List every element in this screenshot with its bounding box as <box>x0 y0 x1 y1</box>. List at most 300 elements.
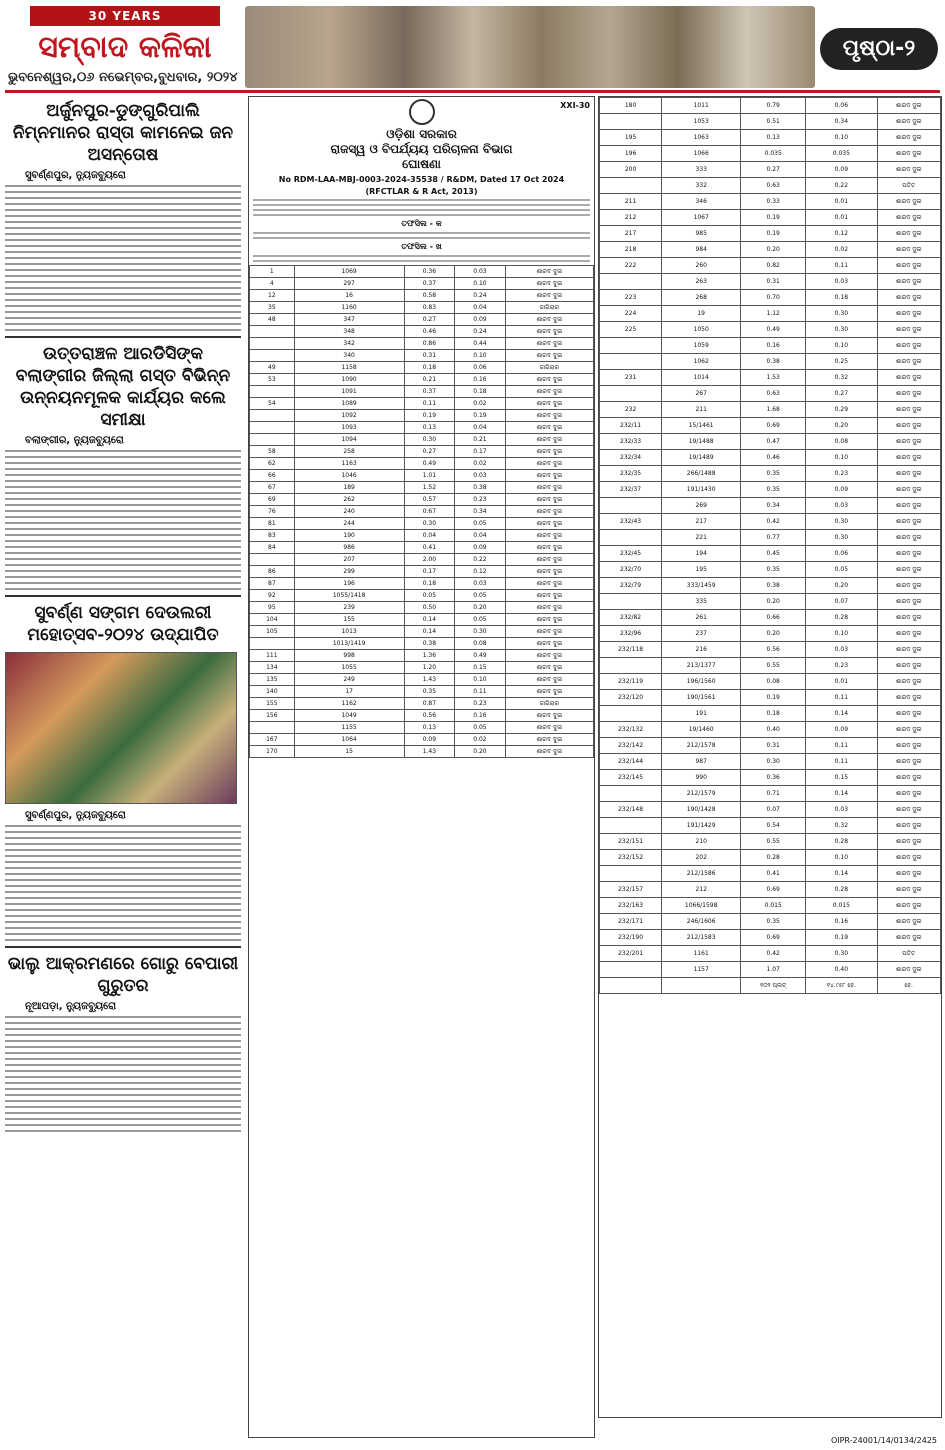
table-cell: 986 <box>294 542 404 554</box>
table-cell: 232/45 <box>600 546 662 562</box>
table-cell <box>600 866 662 882</box>
table-row <box>250 542 594 554</box>
table-cell: 212/1579 <box>662 786 741 802</box>
table-cell: 1014 <box>662 370 741 386</box>
story3-body <box>5 825 241 941</box>
table-row <box>250 590 594 602</box>
text-line <box>253 204 590 206</box>
table-cell: ଶାରଦ ଦୁଇ <box>505 638 593 650</box>
table-cell: ଶାରଦ ଦୁଇ <box>505 710 593 722</box>
table-row <box>600 658 941 674</box>
table-cell: ଶାରଦ ଦୁଇ <box>877 386 941 402</box>
table-cell: 0.41 <box>741 866 806 882</box>
text-line <box>253 199 590 201</box>
table-cell: 0.30 <box>806 946 877 962</box>
table-cell: 232/118 <box>600 642 662 658</box>
table-cell: ଶାରଦ ଦୁଇ <box>877 98 941 114</box>
table-cell: 0.32 <box>806 370 877 386</box>
table-cell: 87 <box>250 578 295 590</box>
table-cell: 194 <box>662 546 741 562</box>
table-cell: 998 <box>294 650 404 662</box>
table-cell <box>600 530 662 546</box>
table-cell: 1055 <box>294 662 404 674</box>
table-cell: 0.03 <box>806 498 877 514</box>
table-cell: 0.27 <box>806 386 877 402</box>
table-cell: 0.49 <box>404 458 455 470</box>
table-cell: ଶାରଦ ଦୁଇ <box>505 398 593 410</box>
table-cell: ଶାରଦ ଦୁଇ <box>505 266 593 278</box>
table-row <box>250 482 594 494</box>
table-cell: 0.10 <box>806 338 877 354</box>
table-cell: 76 <box>250 506 295 518</box>
table-cell: 0.32 <box>806 818 877 834</box>
table-row <box>250 602 594 614</box>
table-cell: 0.44 <box>455 338 506 350</box>
dept-name: ରାଜସ୍ୱ ଓ ବିପର୍ଯ୍ୟୟ ପରିଚାଳନା ବିଭାଗ <box>330 142 513 156</box>
table-cell: 1091 <box>294 386 404 398</box>
table-cell: 0.06 <box>806 546 877 562</box>
table-cell: 58 <box>250 446 295 458</box>
table-row <box>250 398 594 410</box>
table-cell: 258 <box>294 446 404 458</box>
table-cell: 0.86 <box>404 338 455 350</box>
table-cell: 0.20 <box>741 242 806 258</box>
table-cell: 0.16 <box>741 338 806 354</box>
table-cell: 262 <box>294 494 404 506</box>
table-cell: 0.14 <box>806 786 877 802</box>
table-cell: 0.28 <box>806 610 877 626</box>
table-row <box>600 946 941 962</box>
table-cell: ଶାରଦ ଦୁଇ <box>877 786 941 802</box>
table-cell: ଶାରଦ ଦୁଇ <box>877 146 941 162</box>
table-cell: 225 <box>600 322 662 338</box>
table-cell <box>250 350 295 362</box>
table-cell: 0.16 <box>806 914 877 930</box>
table-cell: 15/1461 <box>662 418 741 434</box>
table-cell: 0.14 <box>806 706 877 722</box>
table-cell: 212/1578 <box>662 738 741 754</box>
table-row <box>600 610 941 626</box>
table-row <box>250 686 594 698</box>
table-cell: 0.30 <box>741 754 806 770</box>
table-cell: 2.00 <box>404 554 455 566</box>
table-row <box>250 302 594 314</box>
table-cell <box>600 178 662 194</box>
table-row <box>600 354 941 370</box>
table-cell: 0.14 <box>404 614 455 626</box>
table-cell: 200 <box>600 162 662 178</box>
table-cell: ଶାରଦ ଦୁଇ <box>877 914 941 930</box>
table-row <box>250 650 594 662</box>
table-cell: 222 <box>600 258 662 274</box>
table-row <box>250 494 594 506</box>
table-cell: 0.56 <box>404 710 455 722</box>
table-cell: 0.30 <box>806 322 877 338</box>
table-cell: ଶାରଦ ଦୁଇ <box>505 554 593 566</box>
table-cell: ଶାରଦ ଦୁଇ <box>877 322 941 338</box>
table-cell: ଶାରଦ ଦୁଇ <box>877 642 941 658</box>
table-cell: ଶାରଦ ଦୁଇ <box>505 614 593 626</box>
table-cell: 0.18 <box>455 386 506 398</box>
table-row <box>600 562 941 578</box>
table-cell: 0.15 <box>806 770 877 786</box>
table-cell <box>600 978 662 994</box>
table-cell: 249 <box>294 674 404 686</box>
table-cell: ଶାରଦ ଦୁଇ <box>505 410 593 422</box>
dateline: ଭୁବନେଶ୍ୱର,୦୬ ନଭେମ୍ବର,ବୁଧବାର, ୨୦୨୪ <box>8 70 238 85</box>
masthead <box>0 0 945 95</box>
story4-headline: ଭାଲୁ ଆକ୍ରମଣରେ ଗୋରୁ ବେପାରୀ ଗୁରୁତର <box>7 954 239 996</box>
table-cell: 0.11 <box>806 690 877 706</box>
table-cell: 0.49 <box>741 322 806 338</box>
table-row <box>250 266 594 278</box>
table-cell: ଶାରଦ ଦୁଇ <box>505 314 593 326</box>
table-cell: 0.35 <box>741 466 806 482</box>
table-row <box>600 466 941 482</box>
table-cell: 0.24 <box>455 326 506 338</box>
table-cell: ଶାରଦ ଦୁଇ <box>877 594 941 610</box>
table-cell: 0.29 <box>806 402 877 418</box>
table-cell: 211 <box>662 402 741 418</box>
table-row <box>600 834 941 850</box>
table-cell: ଶାରଦ ଦୁଇ <box>505 626 593 638</box>
table-cell: ଜାଗିରାର <box>505 302 593 314</box>
table-cell: 0.18 <box>404 578 455 590</box>
table-cell: 0.30 <box>806 514 877 530</box>
table-cell <box>250 638 295 650</box>
table-row <box>250 734 594 746</box>
table-cell: 0.20 <box>806 418 877 434</box>
table-cell: 985 <box>662 226 741 242</box>
table-row <box>600 914 941 930</box>
table-cell: ଶାରଦ ଦୁଇ <box>877 738 941 754</box>
table-cell: 1163 <box>294 458 404 470</box>
table-cell <box>600 498 662 514</box>
table-cell: 1092 <box>294 410 404 422</box>
table-cell: 260 <box>662 258 741 274</box>
table-cell: 0.10 <box>806 130 877 146</box>
table-row <box>250 374 594 386</box>
table-cell: 0.12 <box>455 566 506 578</box>
table-cell: 49 <box>250 362 295 374</box>
table-cell: ଶାରଦ ଦୁଇ <box>505 686 593 698</box>
table-row <box>600 386 941 402</box>
table-cell: 0.11 <box>806 258 877 274</box>
table-cell: 0.08 <box>806 434 877 450</box>
table-row <box>600 178 941 194</box>
table-cell: 190 <box>294 530 404 542</box>
table-cell: 240 <box>294 506 404 518</box>
table-row <box>600 162 941 178</box>
table-cell: 0.35 <box>741 562 806 578</box>
table-cell: 232/157 <box>600 882 662 898</box>
table-cell: 0.30 <box>404 434 455 446</box>
divider <box>5 336 241 338</box>
table-cell: ଶାରଦ ଦୁଇ <box>505 602 593 614</box>
table-cell: ଜାଗିରାର <box>505 698 593 710</box>
table-cell: ଶାରଦ ଦୁଇ <box>877 882 941 898</box>
table-cell: 232/34 <box>600 450 662 466</box>
table-cell: 0.54 <box>741 818 806 834</box>
table-cell: 237 <box>662 626 741 642</box>
table-cell: 1062 <box>662 354 741 370</box>
divider <box>5 946 241 948</box>
table-cell: 1011 <box>662 98 741 114</box>
table-cell: 105 <box>250 626 295 638</box>
table-row <box>250 278 594 290</box>
table-cell: 0.42 <box>741 946 806 962</box>
table-row <box>600 450 941 466</box>
table-cell: 0.13 <box>404 722 455 734</box>
table-row <box>600 306 941 322</box>
table-cell: 269 <box>662 498 741 514</box>
table-cell: 111 <box>250 650 295 662</box>
table-cell: ଶାରଦ ଦୁଇ <box>877 242 941 258</box>
table-cell: 0.83 <box>404 302 455 314</box>
table-cell <box>250 410 295 422</box>
table-cell: 232/163 <box>600 898 662 914</box>
table-cell: 0.40 <box>741 722 806 738</box>
table-cell: 19/1489 <box>662 450 741 466</box>
table-cell: 195 <box>600 130 662 146</box>
table-cell: 267 <box>662 386 741 402</box>
table-cell: 0.15 <box>455 662 506 674</box>
table-cell: 170 <box>250 746 295 758</box>
table-cell: 0.10 <box>806 626 877 642</box>
table-row <box>250 638 594 650</box>
table-cell: 0.14 <box>806 866 877 882</box>
table-cell: 196 <box>294 578 404 590</box>
table-cell: 0.19 <box>741 226 806 242</box>
table-cell: 191/1430 <box>662 482 741 498</box>
table-cell: 1066/1598 <box>662 898 741 914</box>
odisha-seal-icon <box>409 99 435 125</box>
table-cell: 0.11 <box>404 398 455 410</box>
table-cell: 0.09 <box>806 722 877 738</box>
table-cell: ଶାରଦ ଦୁଇ <box>877 338 941 354</box>
story3-headline: ସୁବର୍ଣ୍ଣ ସଙ୍ଗମ ଦେଉଲରୀ ମହୋତ୍ସବ-୨୦୨୪ ଉଦ୍ଯାପିତ <box>27 603 219 645</box>
table-cell: 297 <box>294 278 404 290</box>
table-cell: 1093 <box>294 422 404 434</box>
table-cell: 1.52 <box>404 482 455 494</box>
table-cell: 1013/1419 <box>294 638 404 650</box>
table-cell: 0.10 <box>455 350 506 362</box>
table-cell: 69 <box>250 494 295 506</box>
notice-act: (RFCTLAR & R Act, 2013) <box>365 187 478 196</box>
table-cell: ଶାରଦ ଦୁଇ <box>877 626 941 642</box>
table-cell: 0.07 <box>806 594 877 610</box>
table-cell <box>250 338 295 350</box>
table-cell: 0.04 <box>455 302 506 314</box>
table-cell: 987 <box>662 754 741 770</box>
table-cell: 232/79 <box>600 578 662 594</box>
table-cell: 0.06 <box>806 98 877 114</box>
table-cell: 196/1560 <box>662 674 741 690</box>
table-cell: ଶାରଦ ଦୁଇ <box>877 402 941 418</box>
table-cell: 0.46 <box>404 326 455 338</box>
table-cell: 1.43 <box>404 674 455 686</box>
story2-headline: ଉତ୍ତରାଞ୍ଚଳ ଆରଡିସିଙ୍କ ବଲାଙ୍ଗୀର ଜିଲ୍ଲା ଗସ୍ତ ବିଭିନ୍ନ ଉନ୍ନୟନମୂଳକ କାର୍ଯ୍ୟର କଲେ ସମୀକ୍ଷା <box>15 344 231 430</box>
table-cell: 0.30 <box>806 530 877 546</box>
table-row <box>600 402 941 418</box>
table-cell: 0.58 <box>404 290 455 302</box>
table-cell: 0.03 <box>806 274 877 290</box>
table-row <box>600 770 941 786</box>
story3-byline: ସୁବର୍ଣ୍ଣପୁର, ନ୍ୟୁଜବ୍ୟୁରୋ <box>25 810 126 821</box>
table-row <box>600 418 941 434</box>
table-row <box>250 446 594 458</box>
table-cell: ଶାରଦ ଦୁଇ <box>505 386 593 398</box>
table-cell: 348 <box>294 326 404 338</box>
table-cell: ଶାରଦ ଦୁଇ <box>877 466 941 482</box>
table-cell <box>600 706 662 722</box>
table-row <box>250 422 594 434</box>
table-cell: 1046 <box>294 470 404 482</box>
table-cell: 0.51 <box>741 114 806 130</box>
table-cell: 0.45 <box>741 546 806 562</box>
table-cell: ଶାରଦ ଦୁଇ <box>877 546 941 562</box>
table-cell: 1 <box>250 266 295 278</box>
table-cell: 0.02 <box>455 734 506 746</box>
table-cell: 217 <box>600 226 662 242</box>
table-row <box>250 674 594 686</box>
table-cell: 0.19 <box>455 410 506 422</box>
table-cell <box>600 274 662 290</box>
table-cell: 212 <box>662 882 741 898</box>
table-cell: ଶାରଦ ଦୁଇ <box>877 930 941 946</box>
table-cell: 0.18 <box>404 362 455 374</box>
table-cell: 0.01 <box>806 194 877 210</box>
table-cell: ଶାରଦ ଦୁଇ <box>877 530 941 546</box>
table-cell: 212/1583 <box>662 930 741 946</box>
table-row <box>250 662 594 674</box>
table-cell: 0.50 <box>404 602 455 614</box>
table-cell: ଶାରଦ ଦୁଇ <box>877 578 941 594</box>
table-cell: ଶାରଦ ଦୁଇ <box>505 530 593 542</box>
table-cell: 224 <box>600 306 662 322</box>
table-cell: ପତିତ <box>877 946 941 962</box>
table-cell: 0.77 <box>741 530 806 546</box>
table-cell: 134 <box>250 662 295 674</box>
table-cell: 0.21 <box>404 374 455 386</box>
table-cell: 92 <box>250 590 295 602</box>
table-cell: 232/190 <box>600 930 662 946</box>
table-cell: 195 <box>662 562 741 578</box>
table-cell: 1049 <box>294 710 404 722</box>
table-cell: 0.02 <box>455 398 506 410</box>
table-cell: ଶାରଦ ଦୁଇ <box>877 370 941 386</box>
table-cell: 1.36 <box>404 650 455 662</box>
table-row <box>600 642 941 658</box>
table-cell: 0.55 <box>741 658 806 674</box>
table-cell: ଶାରଦ ଦୁଇ <box>877 610 941 626</box>
table-cell: 81 <box>250 518 295 530</box>
table-cell: ଶାରଦ ଦୁଇ <box>877 418 941 434</box>
table-cell: 0.37 <box>404 386 455 398</box>
table-row <box>250 506 594 518</box>
govt-name: ଓଡ଼ିଶା ସରକାର <box>386 127 457 141</box>
text-line <box>253 209 590 211</box>
notice-land-table <box>249 265 594 758</box>
table-cell: 0.69 <box>741 882 806 898</box>
table-cell: 0.27 <box>404 446 455 458</box>
table-cell: 210 <box>662 834 741 850</box>
page-number-badge: ପୃଷ୍ଠା-୨ <box>820 28 938 70</box>
table-cell: 232/82 <box>600 610 662 626</box>
table-row <box>600 258 941 274</box>
table-cell: 0.70 <box>741 290 806 306</box>
table-row <box>600 738 941 754</box>
table-cell: 0.035 <box>806 146 877 162</box>
table-cell: ଶାରଦ ଦୁଇ <box>877 850 941 866</box>
table-row <box>600 146 941 162</box>
table-cell: 86 <box>250 566 295 578</box>
table-row <box>250 566 594 578</box>
paper-name: ସମ୍ବାଦ କଳିକା <box>38 30 212 65</box>
table-cell: 0.30 <box>455 626 506 638</box>
table-row <box>600 754 941 770</box>
table-cell: 0.38 <box>455 482 506 494</box>
table-cell: 0.015 <box>806 898 877 914</box>
table-cell: 212/1586 <box>662 866 741 882</box>
table-cell: 53 <box>250 374 295 386</box>
table-cell: ଶାରଦ ଦୁଇ <box>877 706 941 722</box>
table-row <box>600 130 941 146</box>
table-cell: 0.03 <box>455 470 506 482</box>
table-cell: 1094 <box>294 434 404 446</box>
table-cell <box>600 658 662 674</box>
table-cell: ଶାରଦ ଦୁଇ <box>505 674 593 686</box>
table-row <box>250 434 594 446</box>
table-cell: ଶାରଦ ଦୁଇ <box>877 562 941 578</box>
story1-body <box>5 185 241 331</box>
table-cell: ଶାରଦ ଦୁଇ <box>877 834 941 850</box>
table-cell: 0.09 <box>455 314 506 326</box>
table-cell: 0.03 <box>806 802 877 818</box>
table-cell: 217 <box>662 514 741 530</box>
notice-title: ଘୋଷଣା <box>402 157 441 171</box>
table-cell: 0.05 <box>455 722 506 734</box>
table-row <box>250 410 594 422</box>
table-cell: 0.47 <box>741 434 806 450</box>
table-cell: 0.57 <box>404 494 455 506</box>
table-cell: ଶାରଦ ଦୁଇ <box>505 470 593 482</box>
table-cell: ଶାରଦ ଦୁଇ <box>877 498 941 514</box>
table-cell: 0.24 <box>455 290 506 302</box>
table-cell: ଶାରଦ ଦୁଇ <box>877 674 941 690</box>
table-row <box>250 722 594 734</box>
table-cell: 347 <box>294 314 404 326</box>
table-cell <box>600 818 662 834</box>
table-cell: 0.10 <box>806 450 877 466</box>
table-cell: ଶାରଦ ଦୁଇ <box>877 962 941 978</box>
table-cell: 0.015 <box>741 898 806 914</box>
table-cell: 191 <box>662 706 741 722</box>
table-cell: 0.035 <box>741 146 806 162</box>
table-cell: 0.38 <box>741 354 806 370</box>
table-row <box>600 722 941 738</box>
table-cell: 0.66 <box>741 610 806 626</box>
table-row <box>250 554 594 566</box>
table-cell: 0.20 <box>455 746 506 758</box>
table-cell: 0.04 <box>455 530 506 542</box>
table-cell: 0.23 <box>806 658 877 674</box>
table-row <box>600 322 941 338</box>
table-cell: 0.11 <box>455 686 506 698</box>
table-cell: 1.20 <box>404 662 455 674</box>
table-cell: ଶାରଦ ଦୁଇ <box>505 518 593 530</box>
table-cell: ଶାରଦ ଦୁଇ <box>505 338 593 350</box>
